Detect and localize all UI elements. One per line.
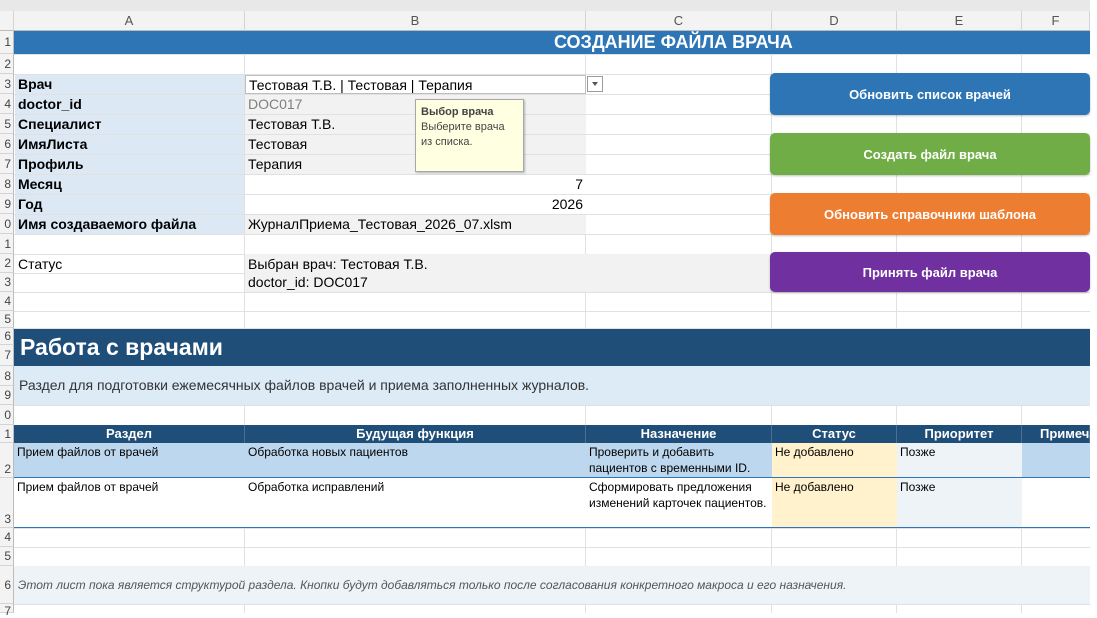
status-line-1: Выбран врач: Тестовая Т.В.	[248, 256, 428, 272]
row-header[interactable]: 8	[0, 174, 14, 194]
profile-label: Профиль	[15, 155, 244, 174]
column-header-b[interactable]: B	[245, 11, 586, 31]
table-cell-purpose[interactable]: Проверить и добавить пациентов с временными ID.	[589, 445, 751, 475]
table-cell-priority[interactable]: Позже	[897, 478, 1022, 527]
row-header[interactable]: 5	[0, 114, 14, 134]
sheet-name-label: ИмяЛиста	[15, 135, 244, 154]
table-cell-status[interactable]: Не добавлено	[772, 478, 897, 527]
table-header-priority[interactable]: Приоритет	[897, 425, 1022, 443]
table-header-status[interactable]: Статус	[772, 425, 897, 443]
chevron-down-icon	[588, 77, 602, 91]
row-header[interactable]: 1	[0, 31, 14, 54]
file-name-value[interactable]: ЖурналПриема_Тестовая_2026_07.xlsm	[245, 215, 586, 234]
doctor-select[interactable]: Тестовая Т.В. | Тестовая | Терапия	[245, 75, 586, 94]
tooltip-line-2: из списка.	[421, 136, 473, 148]
row-header[interactable]: 4	[0, 528, 14, 547]
specialist-value[interactable]: Тестовая Т.В.	[245, 115, 586, 134]
row-header[interactable]: 1	[0, 234, 14, 254]
section-description[interactable]: Раздел для подготовки ежемесячных файлов врачей и приема заполненных журналов.	[14, 366, 1090, 405]
table-cell-priority[interactable]: Позже	[897, 443, 1022, 477]
doctor-id-label: doctor_id	[15, 95, 244, 114]
row-header[interactable]: 5	[0, 311, 14, 328]
corner-cell[interactable]	[0, 11, 14, 31]
sheet-name-value[interactable]: Тестовая	[245, 135, 586, 154]
create-doctor-file-button[interactable]: Создать файл врача	[770, 133, 1090, 175]
row-header[interactable]: 3	[0, 74, 14, 94]
top-strip	[0, 0, 1090, 11]
row-header[interactable]: 8	[0, 366, 14, 386]
table-header-notes[interactable]: Примеча	[1022, 425, 1090, 443]
column-header-c[interactable]: C	[586, 11, 772, 31]
doctor-tooltip	[415, 99, 524, 172]
row-header[interactable]: 0	[0, 405, 14, 425]
accept-doctor-file-button[interactable]: Принять файл врача	[770, 252, 1090, 292]
refresh-doctors-button[interactable]: Обновить список врачей	[770, 73, 1090, 115]
year-value[interactable]: 2026	[245, 195, 586, 214]
table-cell-feature[interactable]: Обработка новых пациентов	[248, 445, 408, 459]
banner-title[interactable]: СОЗДАНИЕ ФАЙЛА ВРАЧА	[14, 31, 1090, 54]
row-header[interactable]: 4	[0, 94, 14, 114]
row-header[interactable]: 9	[0, 194, 14, 214]
row-header[interactable]: 7	[0, 345, 14, 366]
month-label: Месяц	[15, 175, 244, 194]
doctor-dropdown-button[interactable]	[587, 76, 603, 92]
status-value[interactable]	[245, 254, 771, 292]
row-header[interactable]: 2	[0, 443, 14, 478]
row-header[interactable]: 6	[0, 328, 14, 345]
row-header[interactable]: 1	[0, 425, 14, 443]
table-cell-section[interactable]: Прием файлов от врачей	[17, 480, 159, 494]
row-header[interactable]: 4	[0, 292, 14, 311]
table-header-purpose[interactable]: Назначение	[586, 425, 772, 443]
row-header[interactable]: 3	[0, 478, 14, 528]
doctor-id-value[interactable]: DOC017	[245, 95, 586, 114]
year-label: Год	[15, 195, 244, 214]
footer-note[interactable]: Этот лист пока является структурой раздела. Кнопки будут добавляться только после согласования конкретного макроса и его назначения.	[14, 566, 1090, 604]
table-cell-purpose[interactable]: Сформировать предложения изменений карточек пациентов.	[589, 480, 767, 510]
table-header-feature[interactable]: Будущая функция	[245, 425, 586, 443]
profile-value[interactable]: Терапия	[245, 155, 586, 174]
refresh-templates-button[interactable]: Обновить справочники шаблона	[770, 193, 1090, 235]
row-header[interactable]: 3	[0, 273, 14, 292]
doctor-label: Врач	[15, 75, 244, 94]
row-header[interactable]: 0	[0, 214, 14, 234]
column-header-f[interactable]: F	[1022, 11, 1090, 31]
row-header[interactable]: 9	[0, 386, 14, 405]
table-cell-status[interactable]: Не добавлено	[772, 443, 897, 477]
row-header[interactable]: 6	[0, 566, 14, 604]
file-name-label: Имя создаваемого файла	[15, 215, 244, 234]
status-label: Статус	[18, 256, 63, 272]
row-header[interactable]: 2	[0, 54, 14, 74]
row-header[interactable]: 6	[0, 134, 14, 154]
month-value[interactable]: 7	[245, 175, 586, 194]
row-header[interactable]: 2	[0, 254, 14, 273]
row-header[interactable]: 5	[0, 547, 14, 566]
column-header-d[interactable]: D	[772, 11, 897, 31]
tooltip-title: Выбор врача	[421, 106, 494, 118]
table-header-section[interactable]: Раздел	[14, 425, 245, 443]
column-header-a[interactable]: A	[14, 11, 245, 31]
status-line-2: doctor_id: DOC017	[248, 274, 368, 290]
specialist-label: Специалист	[15, 115, 244, 134]
column-header-e[interactable]: E	[897, 11, 1022, 31]
row-header[interactable]: 7	[0, 154, 14, 174]
row-header[interactable]: 7	[0, 604, 14, 613]
table-cell-section[interactable]: Прием файлов от врачей	[17, 445, 159, 459]
tooltip-line-1: Выберите врача	[421, 121, 505, 133]
section-title[interactable]: Работа с врачами	[14, 329, 1090, 366]
table-cell-feature[interactable]: Обработка исправлений	[248, 480, 385, 494]
